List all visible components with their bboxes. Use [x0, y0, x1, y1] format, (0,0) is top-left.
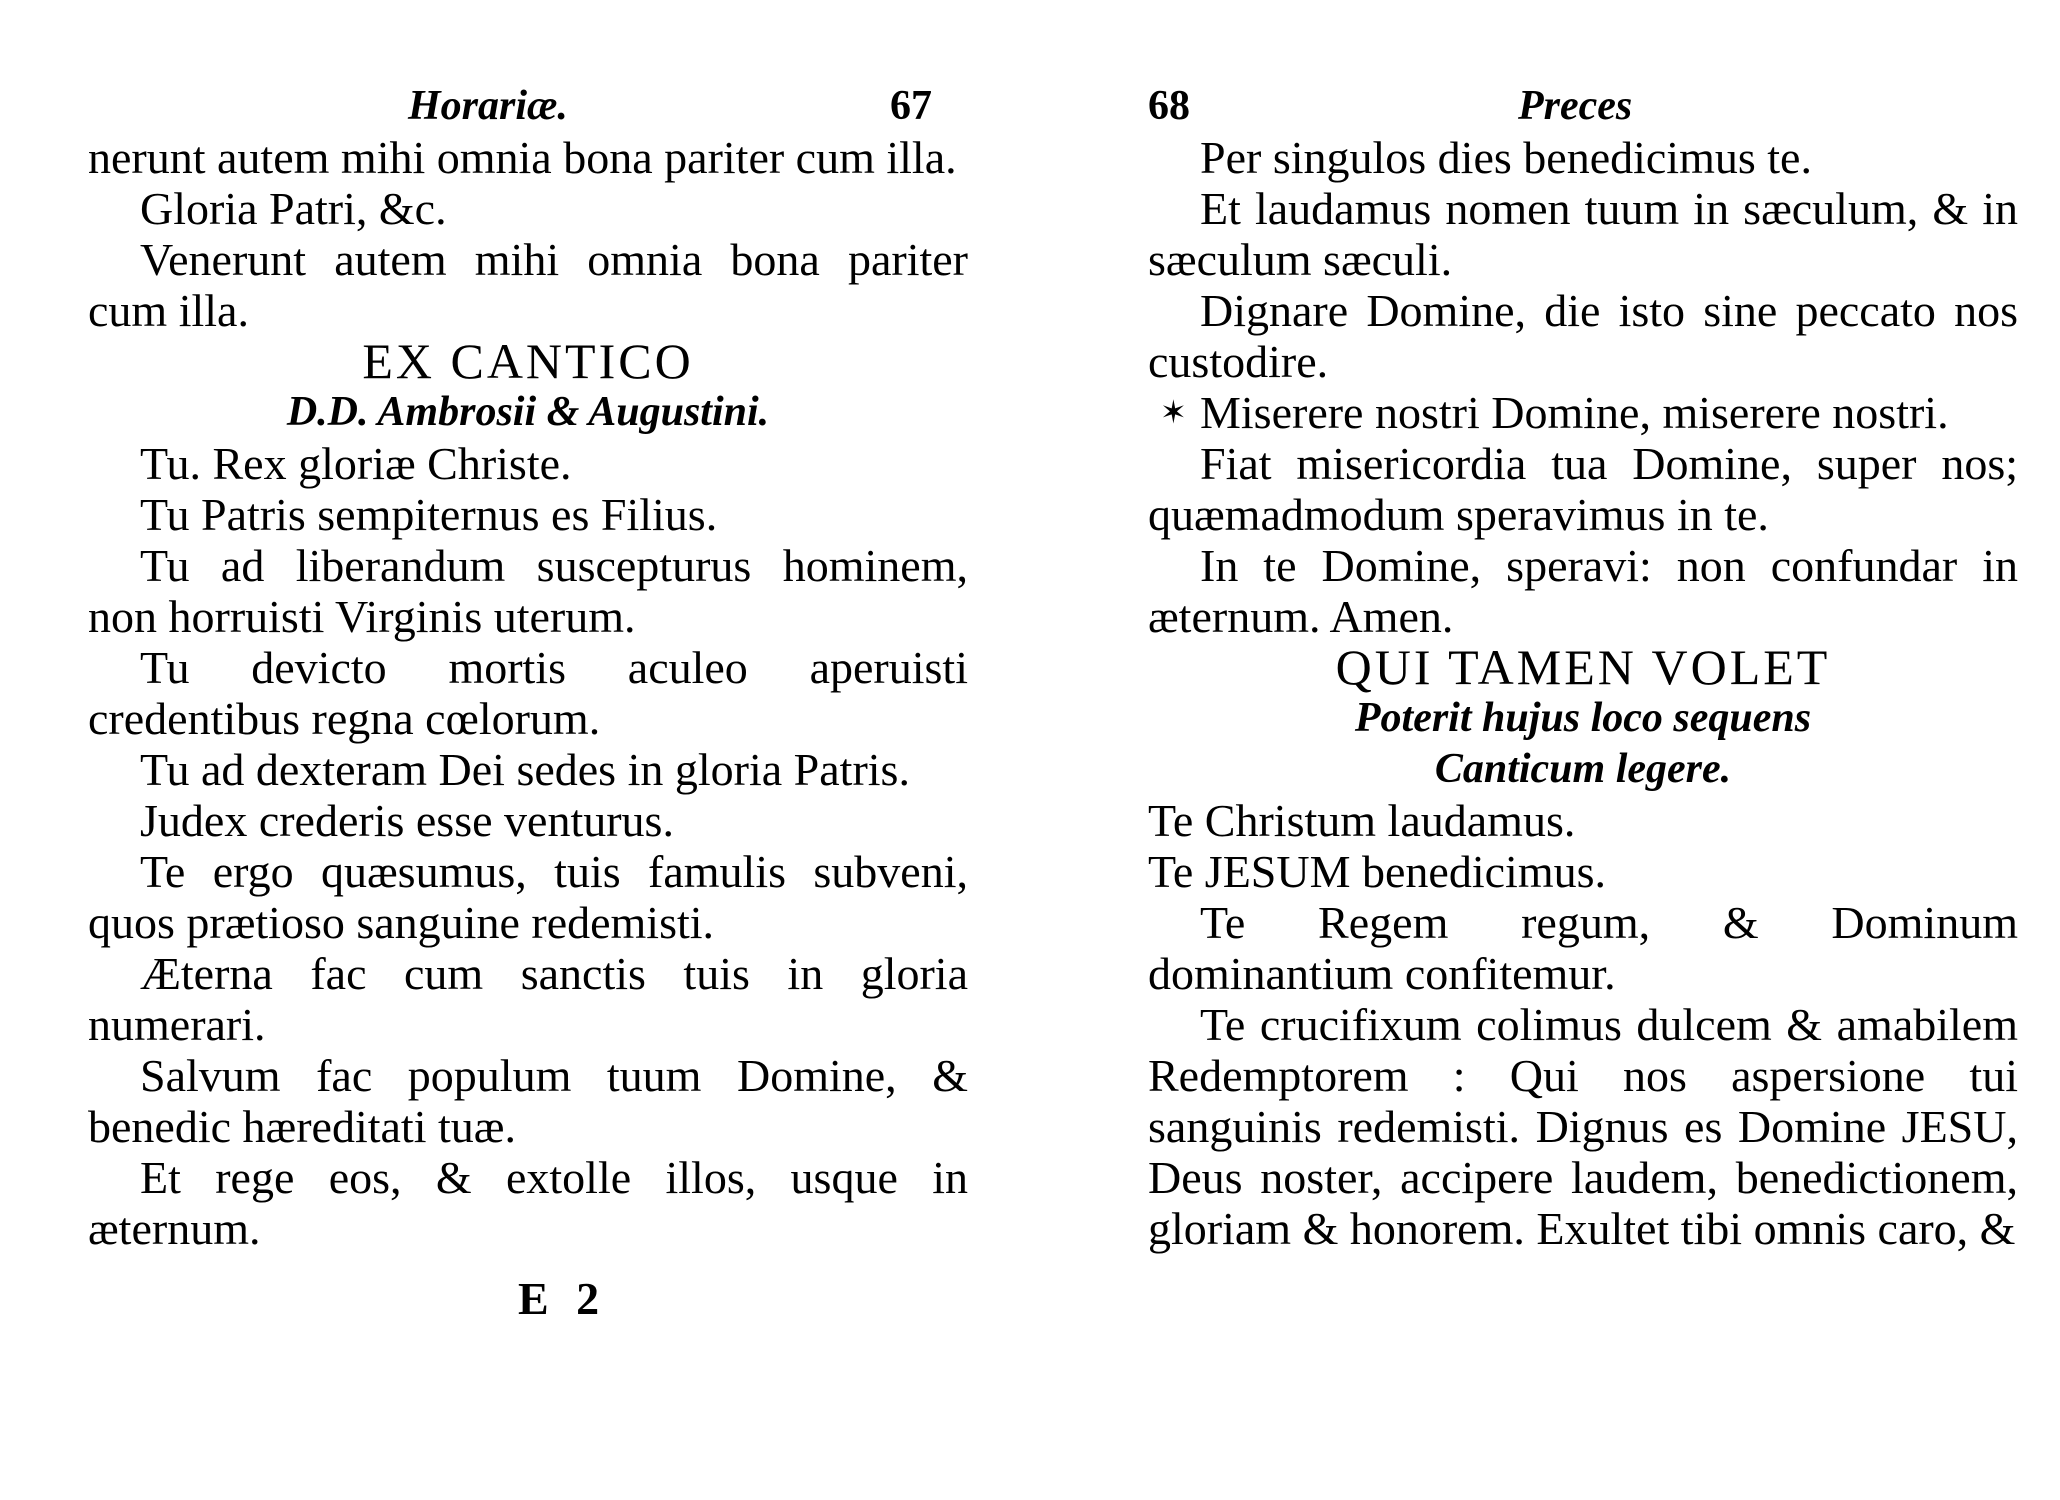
- text-line: Te ergo quæsumus, tuis famulis subveni, quos prætioso sanguine redemisti.: [88, 846, 968, 948]
- text-line: Te Regem regum, & Dominum dominantium confitemur.: [1148, 897, 2018, 999]
- signature-mark: E 2: [518, 1273, 608, 1324]
- right-running-title: Preces: [1518, 83, 1633, 129]
- asterisk-marker: ✶: [1160, 394, 1187, 430]
- text-line: [1148, 387, 2018, 438]
- text-line: Te crucifixum colimus dulcem & amabilem Redemptorem : Qui nos aspersione tui sanguinis redemisti. Dignus es Domine JESU, Deus noster, accipere laudem, benedictionem, gloriam & honorem. Exultet tibi omnis caro, &: [1148, 999, 2018, 1254]
- section-subheading: D.D. Ambrosii & Augustini.: [286, 389, 770, 435]
- section-heading: EX CANTICO: [362, 333, 694, 389]
- text-line: Tu ad liberandum suscepturus hominem, non horruisti Virginis uterum.: [88, 540, 968, 642]
- left-page: [88, 80, 968, 1325]
- right-running-head: [1148, 80, 2018, 132]
- right-page-number: 68: [1148, 83, 1190, 129]
- text-line: Æterna fac cum sanctis tuis in gloria numerari.: [88, 948, 968, 1050]
- text-line: Salvum fac populum tuum Domine, & benedic hæreditati tuæ.: [88, 1050, 968, 1152]
- text-line: nerunt autem mihi omnia bona pariter cum illa.: [88, 132, 957, 183]
- text-line: Tu Patris sempiternus es Filius.: [140, 489, 718, 540]
- text-line: In te Domine, speravi: non confundar in æternum. Amen.: [1148, 540, 2018, 642]
- text-line: Venerunt autem mihi omnia bona pariter cum illa.: [88, 234, 968, 336]
- right-body-text: [1148, 132, 2018, 1254]
- text-line: Gloria Patri, &c.: [140, 183, 447, 234]
- text-line: Et rege eos, & extolle illos, usque in æternum.: [88, 1152, 968, 1254]
- section-subheading: Canticum legere.: [1434, 746, 1732, 792]
- text-line: Et laudamus nomen tuum in sæculum, & in sæculum sæculi.: [1148, 183, 2018, 285]
- text-line: Fiat misericordia tua Domine, super nos; quæmadmodum speravimus in te.: [1148, 438, 2018, 540]
- text-line: Judex crederis esse venturus.: [140, 795, 674, 846]
- right-page: [1148, 80, 2018, 1254]
- text-line: Tu. Rex gloriæ Christe.: [140, 438, 572, 489]
- left-page-number: 67: [890, 83, 932, 129]
- section-heading: QUI TAMEN VOLET: [1335, 639, 1831, 695]
- left-running-title: Horariæ.: [408, 83, 568, 129]
- text-line: Tu devicto mortis aculeo aperuisti credentibus regna cœlorum.: [88, 642, 968, 744]
- left-running-head: [88, 80, 968, 132]
- text-line: Te Christum laudamus.: [1148, 795, 1576, 846]
- left-body-text: [88, 132, 968, 1254]
- text-line: Te JESUM benedicimus.: [1148, 846, 1607, 897]
- section-subheading: Poterit hujus loco sequens: [1354, 695, 1812, 741]
- text-line: Dignare Domine, die isto sine peccato nos custodire.: [1148, 285, 2018, 387]
- text-line-content: Miserere nostri Domine, miserere nostri.: [1200, 387, 1949, 438]
- text-line: Tu ad dexteram Dei sedes in gloria Patris.: [140, 744, 910, 795]
- text-line: Per singulos dies benedicimus te.: [1200, 132, 1812, 183]
